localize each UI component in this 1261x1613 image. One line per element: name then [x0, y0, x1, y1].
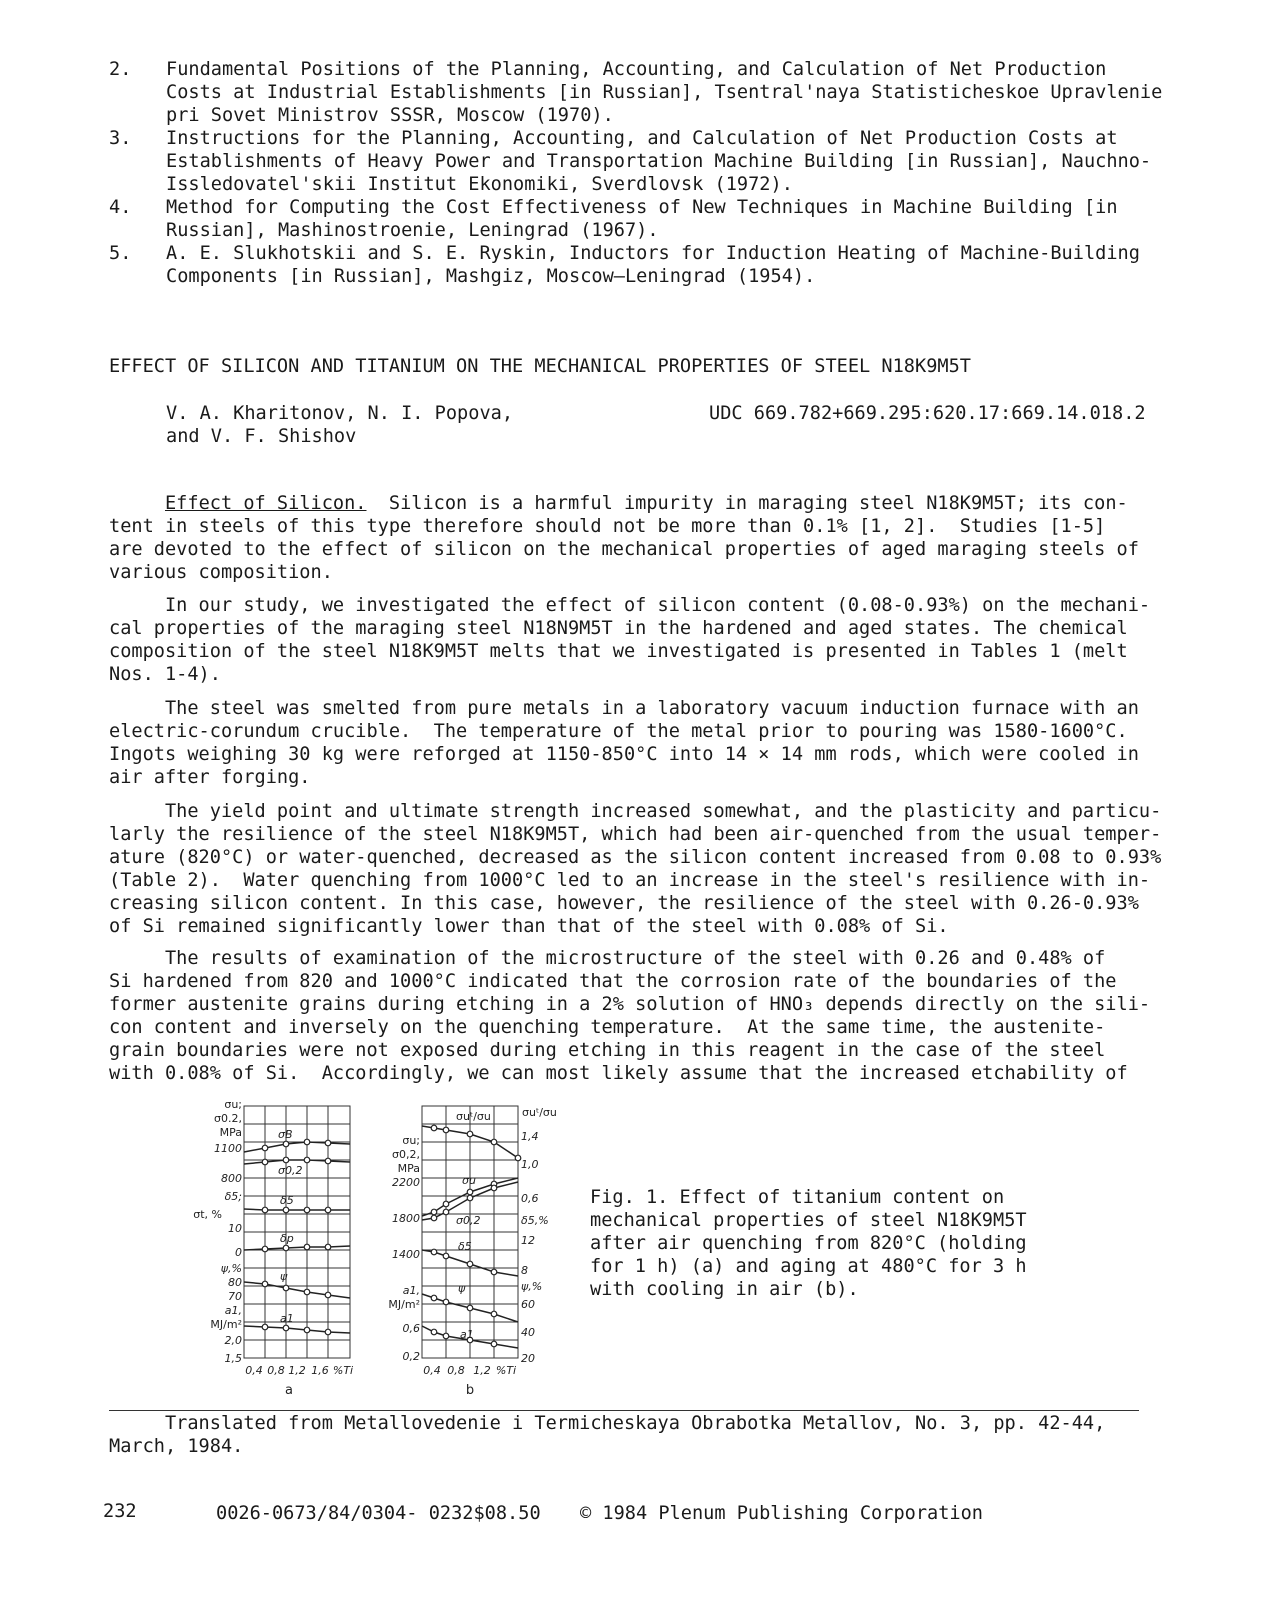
text-line: ature (820°C) or water-quenched, decreased as the silicon content increased from 0.08 to 0.93%	[109, 847, 1162, 868]
footnote-divider	[109, 1410, 1139, 1411]
curve-label: σuᵗ/σu	[456, 1110, 491, 1123]
reference-number: 5.	[109, 243, 132, 264]
text-line: In our study, we investigated the effect of silicon content (0.08-0.93%) on the mechani-	[109, 595, 1151, 616]
authors: and V. F. Shishov	[166, 426, 357, 447]
tick-label: 70	[228, 1290, 242, 1303]
paragraph	[109, 492, 1149, 584]
text-line: various composition.	[109, 562, 333, 583]
axis-label: σt, %	[193, 1208, 222, 1221]
tick-label: 0,2	[402, 1350, 420, 1363]
curve-label: σ0,2	[278, 1164, 303, 1177]
curve-label: σu	[462, 1174, 476, 1187]
curve-delta-5	[244, 1209, 350, 1210]
tick-label: 10	[228, 1222, 242, 1235]
reference-line: Costs at Industrial Establishments [in Russian], Tsentral'naya Statisticheskoe Upravlenie	[166, 82, 1163, 103]
curve-label: σB	[278, 1128, 293, 1141]
curve-label: δ5	[280, 1194, 294, 1207]
text-line: larly the resilience of the steel N18K9M5T, which had been air-quenched from the usual temper-	[109, 824, 1162, 845]
panel-label: a	[285, 1383, 293, 1398]
reference-line: Components [in Russian], Mashgiz, Moscow—Leningrad (1954).	[166, 266, 816, 287]
text-line: The yield point and ultimate strength increased somewhat, and the plasticity and particu-	[109, 801, 1162, 822]
axis-label: σu;	[402, 1134, 420, 1147]
tick-label: 1,6	[311, 1364, 329, 1377]
text-line: grain boundaries were not exposed during etching in this reagent in the case of the steel	[109, 1040, 1106, 1061]
curve-label: ψ	[458, 1282, 466, 1295]
text-line: Nos. 1-4).	[109, 664, 221, 685]
reference-line: Issledovatel'skii Institut Ekonomiki, Sverdlovsk (1972).	[166, 174, 793, 195]
text-line: cal properties of the maraging steel N18N9M5T in the hardened and aged states. The chemical	[109, 618, 1128, 639]
text-line: The steel was smelted from pure metals in a laboratory vacuum induction furnace with an	[109, 698, 1139, 719]
axis-label: σ0,2,	[392, 1148, 420, 1161]
tick-label: 1,2	[473, 1364, 491, 1377]
caption-line: after air quenching from 820°C (holding	[590, 1233, 1027, 1254]
tick-label: %Ti	[495, 1364, 517, 1377]
paragraph	[109, 697, 1149, 789]
axis-label: a1,	[402, 1284, 420, 1297]
reference-line: pri Sovet Ministrov SSSR, Moscow (1970).	[166, 105, 614, 126]
tick-label: 8	[521, 1264, 528, 1277]
text-line: with 0.08% of Si. Accordingly, we can most likely assume that the increased etchability of	[109, 1063, 1128, 1084]
tick-label: 2200	[392, 1176, 420, 1189]
text-line: Ingots weighing 30 kg were reforged at 1150-850°C into 14 × 14 mm rods, which were cooled in	[109, 744, 1139, 765]
reference-number: 2.	[109, 59, 132, 80]
tick-label: 1,2	[288, 1364, 306, 1377]
text-line: former austenite grains during etching in a 2% solution of HNO₃ depends directly on the sili-	[109, 994, 1151, 1015]
reference-number: 3.	[109, 128, 132, 149]
text-line: Silicon is a harmful impurity in maraging steel N18K9M5T; its con-	[366, 493, 1128, 514]
curve-label: a1	[460, 1328, 474, 1341]
paragraph	[109, 594, 1149, 686]
figure-caption	[590, 1186, 1027, 1301]
axis-label: a1,	[224, 1304, 242, 1317]
text-line: electric-corundum crucible. The temperature of the metal prior to pouring was 1580-1600°C.	[109, 721, 1128, 742]
curve-delta-p	[244, 1246, 350, 1250]
footnote: March, 1984.	[109, 1436, 244, 1457]
curve-label: ψ	[280, 1270, 288, 1283]
authors: V. A. Kharitonov, N. I. Popova,	[166, 403, 514, 424]
reference-line: Instructions for the Planning, Accounting, and Calculation of Net Production Costs at	[166, 128, 1118, 149]
panel-label: b	[465, 1383, 475, 1398]
tick-label: 60	[521, 1298, 535, 1311]
tick-label: 1,4	[521, 1130, 539, 1143]
caption-line: with cooling in air (b).	[590, 1279, 859, 1300]
reference-line: Fundamental Positions of the Planning, Accounting, and Calculation of Net Production	[166, 59, 1107, 80]
tick-label: 80	[228, 1276, 242, 1289]
axis-label: MPa	[219, 1126, 242, 1139]
tick-label: 0	[235, 1246, 242, 1259]
udc-code: UDC 669.782+669.295:620.17:669.14.018.2	[709, 403, 1146, 424]
tick-label: 1800	[392, 1212, 420, 1225]
text-line: of Si remained significantly lower than that of the steel with 0.08% of Si.	[109, 916, 949, 937]
publication-code: 0026-0673/84/0304- 0232$08.50	[216, 1503, 541, 1524]
axis-label: ψ,%	[220, 1262, 242, 1275]
reference-line: A. E. Slukhotskii and S. E. Ryskin, Inductors for Induction Heating of Machine-Building	[166, 243, 1140, 264]
reference-line: Establishments of Heavy Power and Transportation Machine Building [in Russian], Nauchno-	[166, 151, 1152, 172]
caption-line: Fig. 1. Effect of titanium content on	[590, 1187, 1005, 1208]
tick-label: 40	[521, 1326, 535, 1339]
paragraph	[109, 800, 1162, 938]
axis-label: σu;	[224, 1098, 242, 1111]
caption-line: for 1 h) (a) and aging at 480°C for 3 h	[590, 1256, 1027, 1277]
text-line: are devoted to the effect of silicon on the mechanical properties of aged maraging steels of	[109, 539, 1139, 560]
text-line: air after forging.	[109, 767, 311, 788]
curve-psi	[244, 1282, 350, 1298]
tick-label: 0,6	[402, 1322, 420, 1335]
footnote: Translated from Metallovedenie i Termicheskaya Obrabotka Metallov, No. 3, pp. 42-44,	[109, 1413, 1106, 1434]
text-line: Si hardened from 820 and 1000°C indicated that the corrosion rate of the boundaries of the	[109, 971, 1117, 992]
tick-label: 1,0	[521, 1158, 539, 1171]
tick-label: 0,8	[267, 1364, 285, 1377]
tick-label: 1400	[392, 1248, 420, 1261]
section-heading: Effect of Silicon.	[164, 493, 367, 514]
axis-label: MJ/m²	[210, 1318, 242, 1331]
text-line: (Table 2). Water quenching from 1000°C led to an increase in the steel's resilience with in-	[109, 870, 1151, 891]
tick-label: 800	[221, 1172, 242, 1185]
curve-label: σ0,2	[456, 1214, 481, 1227]
copyright: © 1984 Plenum Publishing Corporation	[580, 1503, 983, 1524]
text-line: composition of the steel N18K9M5T melts that we investigated is presented in Tables 1 (melt	[109, 641, 1128, 662]
tick-label: 12	[521, 1234, 535, 1247]
axis-label: MJ/m²	[388, 1298, 420, 1311]
reference-number: 4.	[109, 197, 132, 218]
text-line: The results of examination of the microstructure of the steel with 0.26 and 0.48% of	[109, 948, 1106, 969]
tick-label: 1100	[214, 1142, 242, 1155]
curve-label: δp	[280, 1232, 294, 1245]
figure-1	[180, 1092, 600, 1404]
axis-label: σuᵗ/σu	[522, 1106, 557, 1119]
tick-label: 0,8	[447, 1364, 465, 1377]
article-title: EFFECT OF SILICON AND TITANIUM ON THE MECHANICAL PROPERTIES OF STEEL N18K9M5T	[109, 356, 971, 377]
paragraph	[109, 947, 1149, 1085]
tick-label: 0,6	[521, 1192, 539, 1205]
axis-label: δ5,%	[521, 1214, 549, 1227]
curve-a1	[244, 1326, 350, 1333]
caption-line: mechanical properties of steel N18K9M5T	[590, 1210, 1027, 1231]
axis-label: MPa	[397, 1162, 420, 1175]
axis-label: σ0.2,	[214, 1112, 242, 1125]
tick-label: %Ti	[332, 1364, 354, 1377]
page-number: 232	[103, 1501, 137, 1522]
reference-line: Method for Computing the Cost Effectiveness of New Techniques in Machine Building [in	[166, 197, 1118, 218]
tick-label: 0,4	[245, 1364, 263, 1377]
text-line: con content and inversely on the quenching temperature. At the same time, the austenite-	[109, 1017, 1106, 1038]
tick-label: 20	[521, 1352, 535, 1365]
text-line: creasing silicon content. In this case, however, the resilience of the steel with 0.26-0.93%	[109, 893, 1139, 914]
tick-label: 0,4	[423, 1364, 441, 1377]
curve-label: δ5	[458, 1240, 472, 1253]
curve-sigma-b	[244, 1142, 350, 1152]
reference-line: Russian], Mashinostroenie, Leningrad (1967).	[166, 220, 659, 241]
axis-label: ψ,%	[521, 1280, 543, 1293]
tick-label: 2,0	[224, 1334, 242, 1347]
panel-b-grid	[422, 1106, 518, 1358]
tick-label: 1,5	[224, 1352, 242, 1365]
text-line: tent in steels of this type therefore should not be more than 0.1% [1, 2]. Studies [1-5]	[109, 516, 1106, 537]
axis-label: δ5;	[224, 1190, 242, 1203]
curve-label: a1	[280, 1312, 294, 1325]
